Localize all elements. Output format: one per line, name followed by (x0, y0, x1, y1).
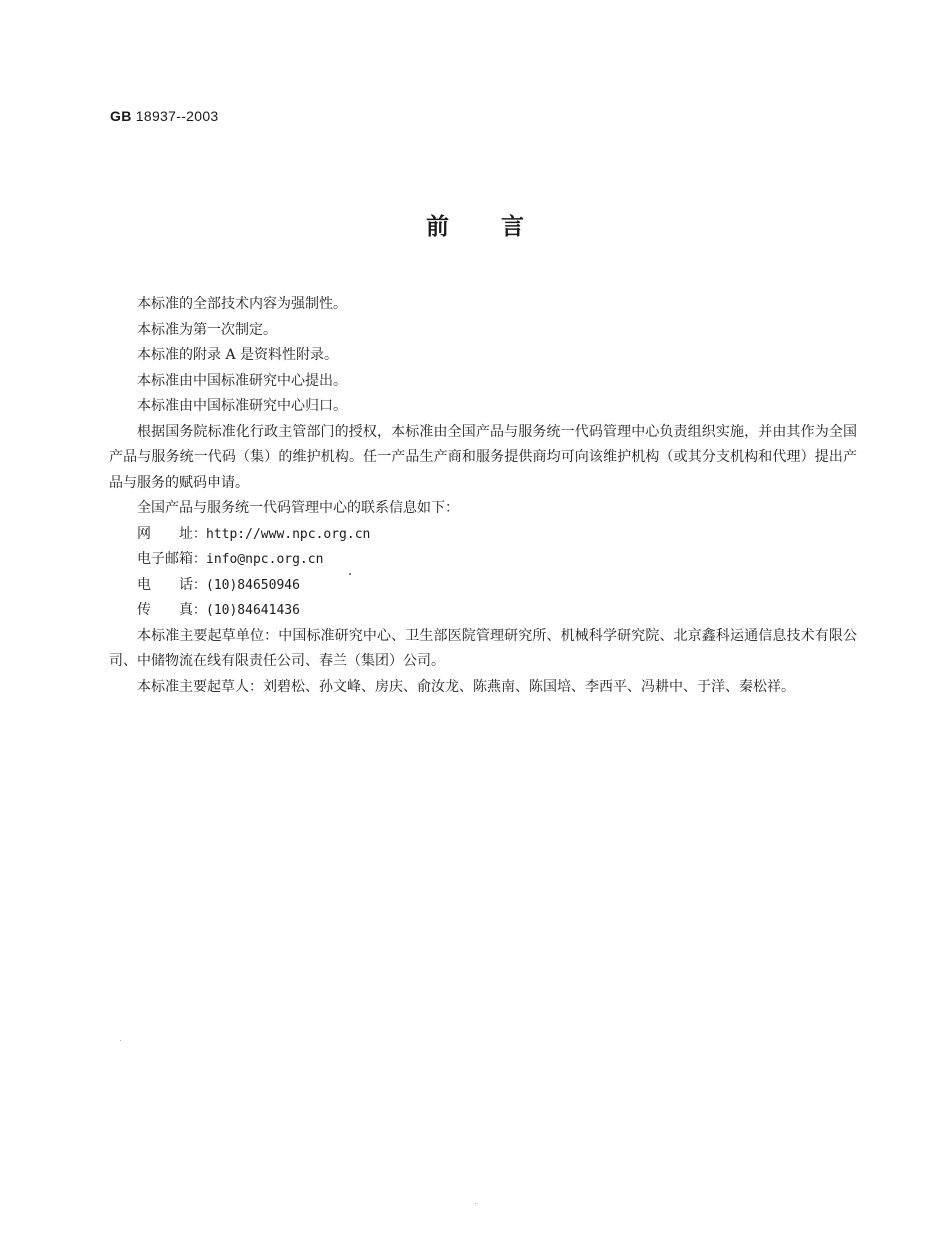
foreword-body (109, 292, 857, 700)
standard-code: 18937--2003 (131, 108, 219, 124)
paragraph-centralized-by: 本标准由中国标准研究中心归口。 (137, 398, 347, 414)
title-char-2: 言 (501, 214, 524, 240)
contact-phone (109, 573, 857, 599)
paragraph-mandatory: 本标准的全部技术内容为强制性。 (137, 296, 347, 312)
paragraph-contact-intro: 全国产品与服务统一代码管理中心的联系信息如下： (137, 500, 459, 516)
paragraph-annex: 本标准的附录 A 是资料性附录。 (137, 347, 339, 363)
fax-value: ：(10)84641436 (193, 603, 300, 618)
paragraph-drafters: 本标准主要起草人：刘碧松、孙文峰、房庆、俞汝龙、陈燕南、陈国培、李西平、冯耕中、于洋、秦松祥。 (137, 678, 795, 695)
contact-website (109, 522, 857, 548)
fax-label: 传真 (137, 602, 193, 618)
contact-email (109, 547, 857, 573)
scan-speck (120, 1040, 121, 1041)
title-char-1: 前 (426, 214, 449, 240)
paragraph-first-edition: 本标准为第一次制定。 (137, 321, 277, 338)
paragraph-drafting-units: 本标准主要起草单位：中国标准研究中心、卫生部医院管理研究所、机械科学研究院、北京鑫科运通信息技术有限公司、中储物流在线有限责任公司、春兰（集团）公司。 (109, 627, 857, 669)
contact-fax (109, 598, 857, 624)
scan-speck (349, 573, 351, 575)
standard-number (110, 108, 219, 124)
phone-value: ：(10)84650946 (193, 577, 300, 593)
paragraph-proposed-by: 本标准由中国标准研究中心提出。 (137, 372, 347, 389)
paragraph-authorization: 根据国务院标准化行政主管部门的授权，本标准由全国产品与服务统一代码管理中心负责组织实施，并由其作为全国产品与服务统一代码（集）的维护机构。任一产品生产商和服务提供商均可向该维护机构（或其分支机构和代理）提出产品与服务的赋码申请。 (109, 423, 857, 491)
email-label: 电子邮箱 (137, 551, 193, 567)
website-value: ：http://www.npc.org.cn (193, 526, 371, 542)
standard-prefix: GB (110, 108, 132, 124)
scan-speck (475, 1203, 476, 1204)
page-title (0, 208, 950, 241)
email-value: ：info@npc.org.cn (193, 552, 324, 567)
website-label: 网址 (137, 525, 193, 542)
phone-label: 电话 (137, 576, 193, 593)
